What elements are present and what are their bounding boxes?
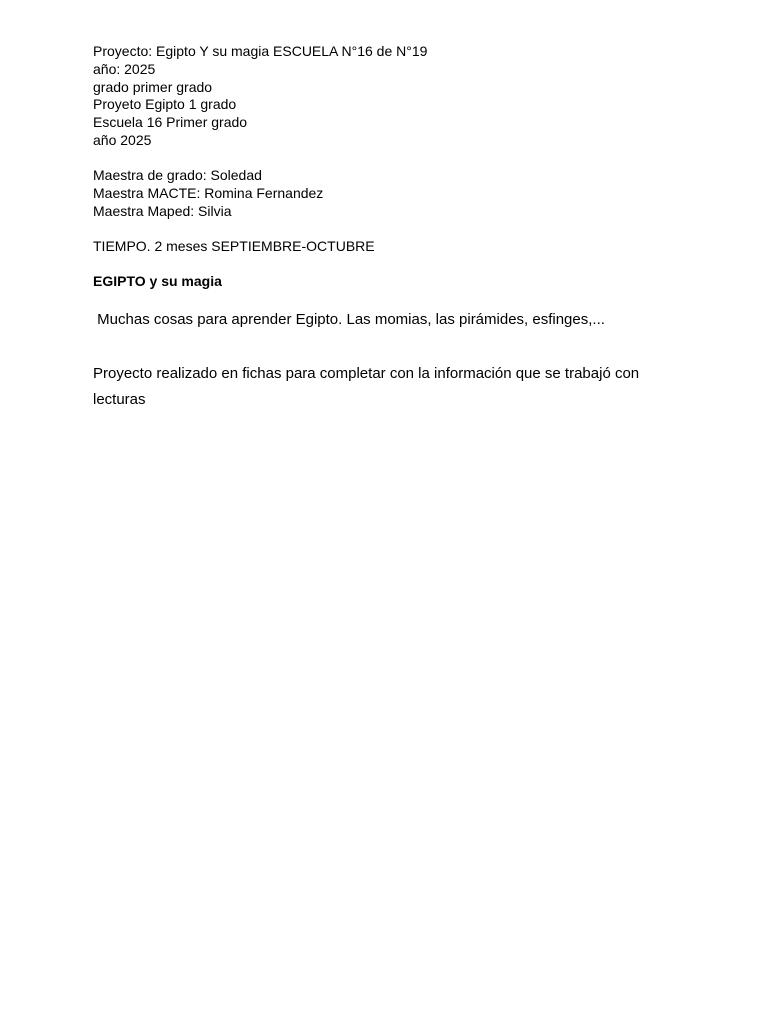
year-line: año: 2025 <box>93 61 156 77</box>
maped-teacher-line: Maestra Maped: Silvia <box>93 203 232 219</box>
year-repeat-line: año 2025 <box>93 132 152 148</box>
intro-paragraph: Muchas cosas para aprender Egipto. Las momias, las pirámides, esfinges,... <box>93 311 605 328</box>
project-title-line: Proyecto: Egipto Y su magia ESCUELA N°16 de N°19 <box>93 43 428 59</box>
grade-line: grado primer grado <box>93 79 213 95</box>
project-grade-line: Proyeto Egipto 1 grado <box>93 96 237 112</box>
time-line: TIEMPO. 2 meses SEPTIEMBRE-OCTUBRE <box>93 238 375 254</box>
grade-teacher-line: Maestra de grado: Soledad <box>93 167 262 183</box>
section-title: EGIPTO y su magia <box>93 273 222 289</box>
macte-teacher-line: Maestra MACTE: Romina Fernandez <box>93 185 324 201</box>
description-line-1: Proyecto realizado en fichas para completar con la información que se trabajó con <box>93 365 640 382</box>
school-line: Escuela 16 Primer grado <box>93 114 248 130</box>
description-line-2: lecturas <box>93 391 146 408</box>
